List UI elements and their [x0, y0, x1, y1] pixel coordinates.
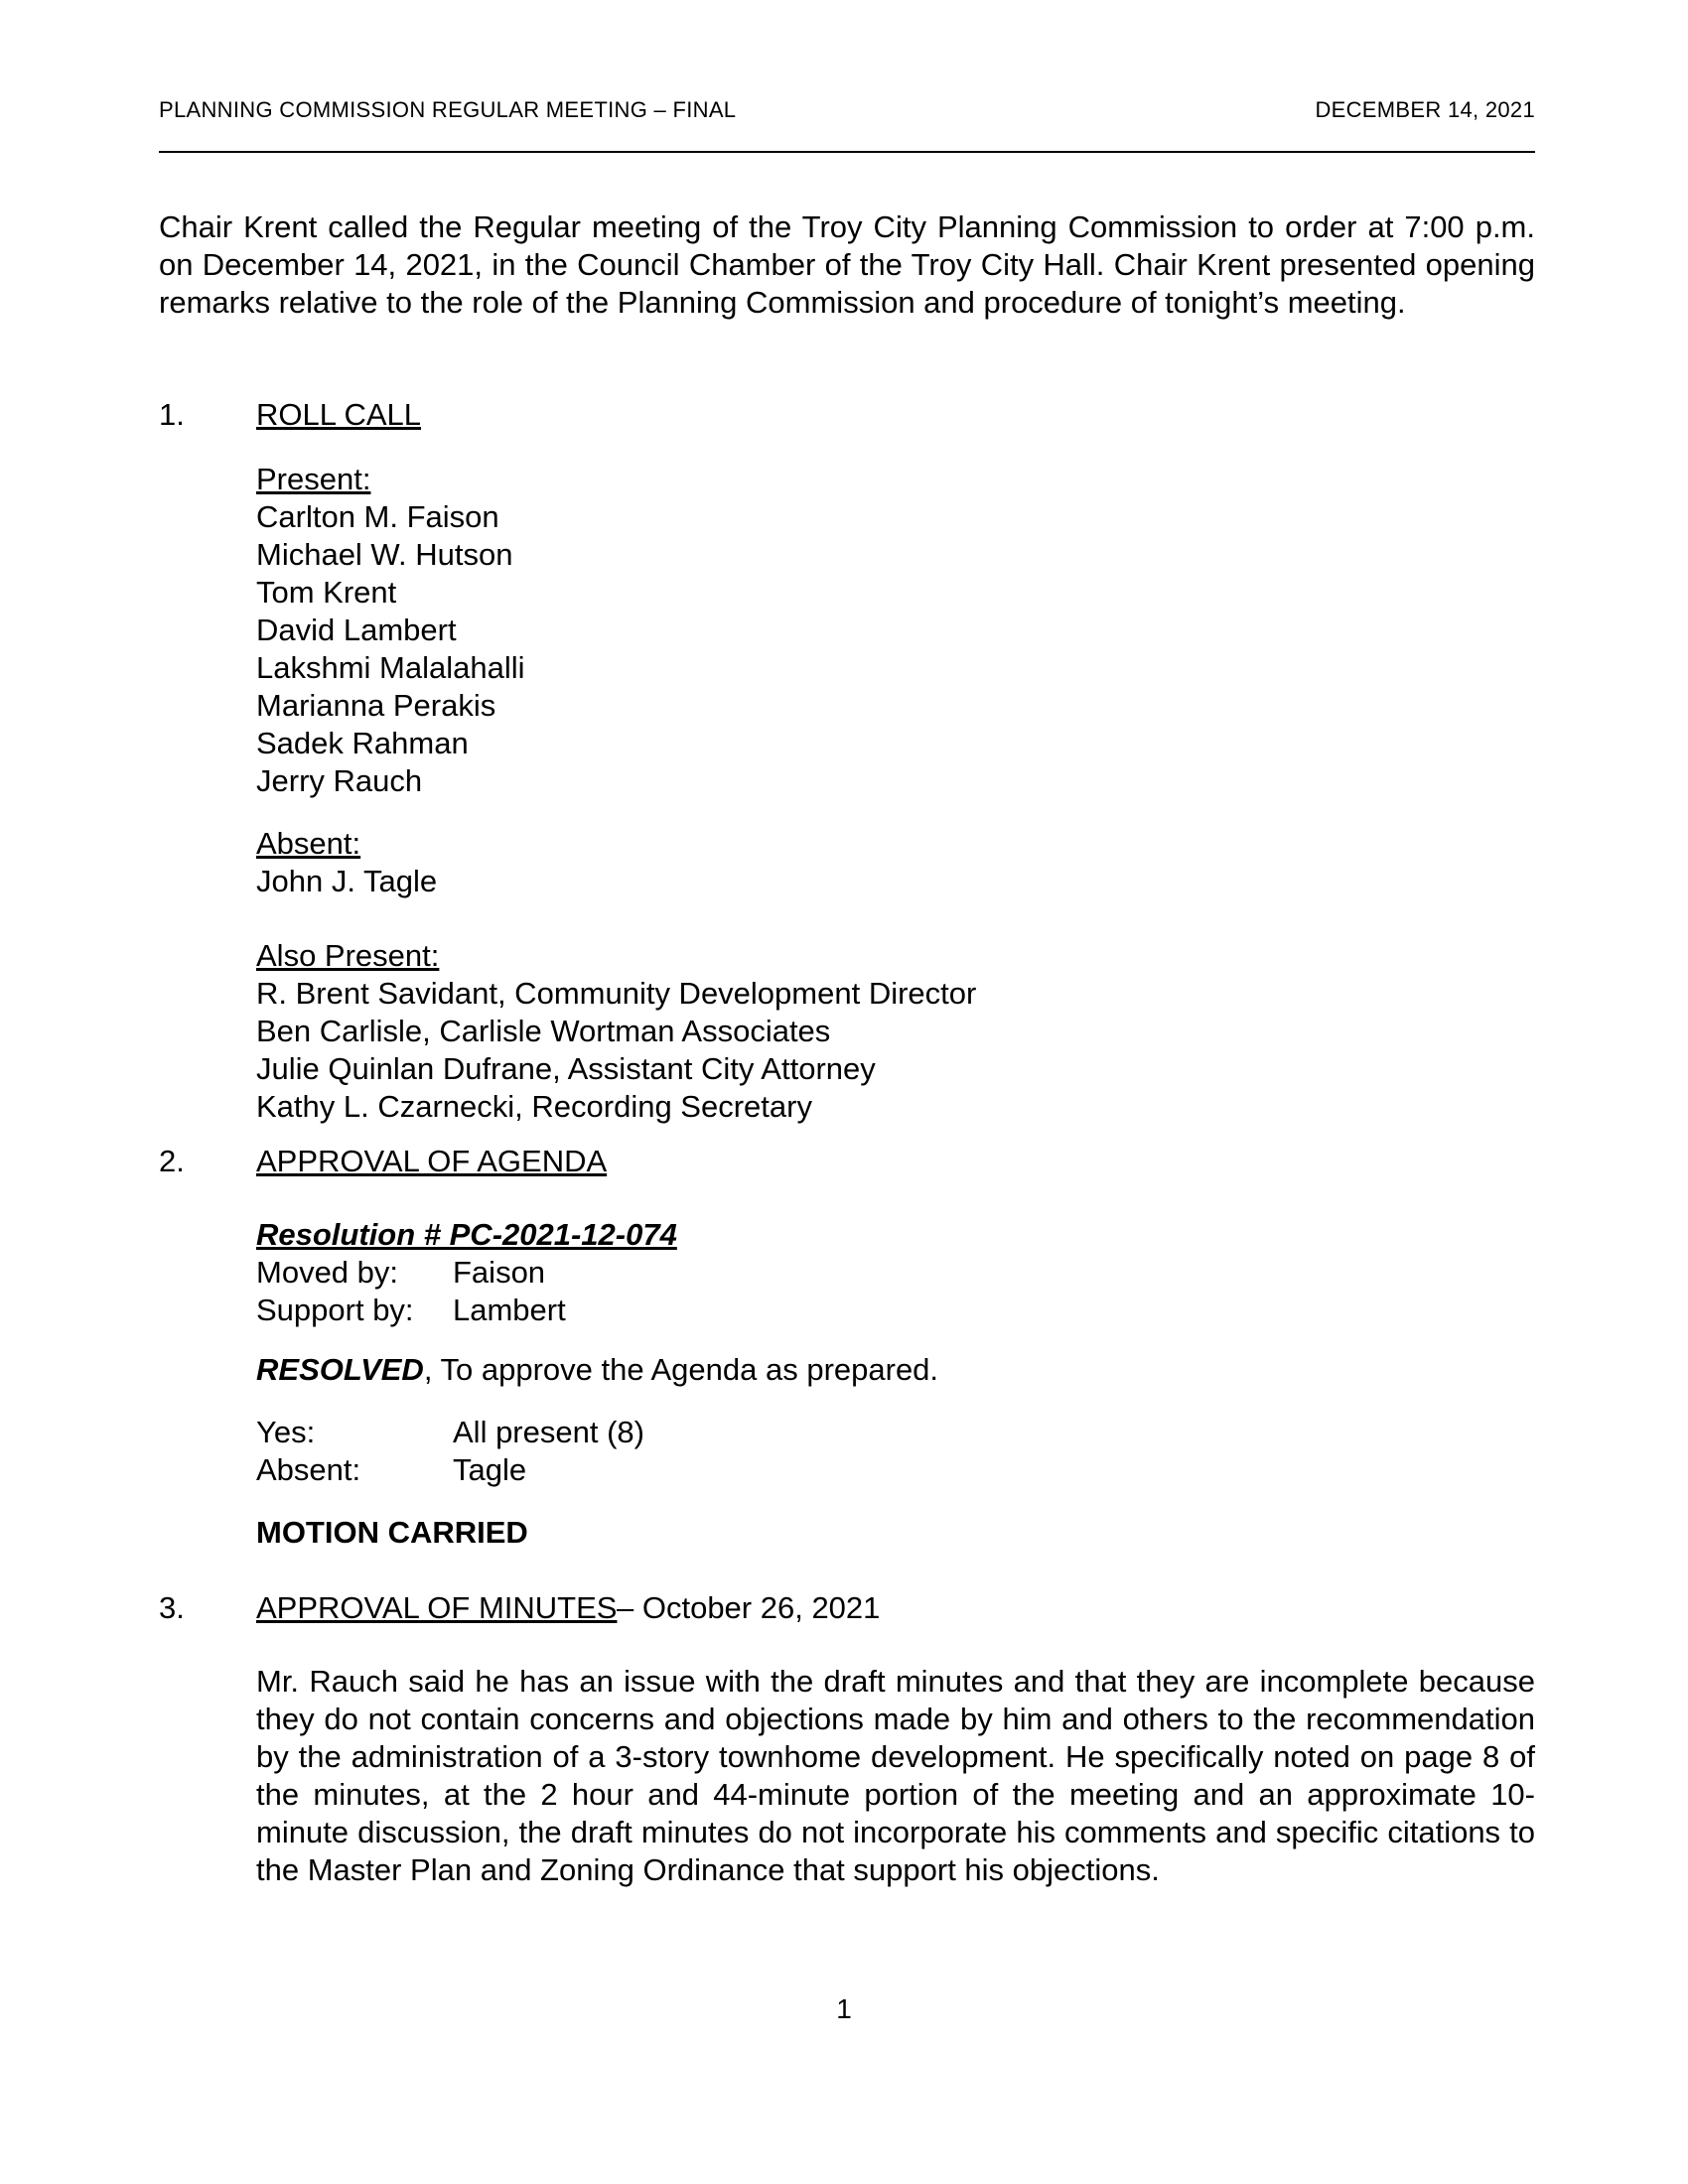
section-heading: ROLL CALL	[256, 397, 421, 432]
also-present-member: R. Brent Savidant, Community Development Director	[256, 976, 977, 1011]
section-number: 1.	[159, 397, 185, 432]
section-number: 2.	[159, 1144, 185, 1178]
vote-absent-label: Absent:	[256, 1452, 361, 1487]
minutes-paragraph: Mr. Rauch said he has an issue with the draft minutes and that they are incomplete because they do not contain concerns and objections made by him and others to the recommendation by the administration of a 3-story townhome development. He specifically noted on page 8 of the minutes, at the 2 hour and 44-minute portion of the meeting and an approximate 10-minute discussion, the draft minutes do not incorporate his comments and specific citations to the Master Plan and Zoning Ordinance that support his objections.	[256, 1664, 1535, 1887]
header-date: DECEMBER 14, 2021	[1315, 97, 1535, 122]
resolved-text: , To approve the Agenda as prepared.	[423, 1352, 939, 1387]
present-label: Present:	[256, 462, 371, 496]
also-present-member: Kathy L. Czarnecki, Recording Secretary	[256, 1089, 812, 1124]
section-heading-suffix: – October 26, 2021	[617, 1590, 881, 1625]
resolved-statement	[256, 1351, 1535, 1389]
resolved-word: RESOLVED	[256, 1352, 424, 1387]
intro-paragraph: Chair Krent called the Regular meeting of the Troy City Planning Commission to order at 7:00 p.m. on December 14, 2021, in the Council Chamber of the Troy City Hall. Chair Krent presented opening remarks relative to the role of the Planning Commission and procedure of tonight’s meeting.	[159, 209, 1535, 320]
present-member: Carlton M. Faison	[256, 499, 499, 534]
vote-block	[256, 1414, 1535, 1489]
present-member: Lakshmi Malalahalli	[256, 650, 525, 685]
page-header	[159, 97, 1535, 153]
support-by-label: Support by:	[256, 1293, 414, 1327]
also-present-list	[256, 937, 1535, 1126]
absent-member: John J. Tagle	[256, 864, 438, 898]
vote-absent-row	[256, 1451, 1535, 1489]
vote-yes-value: All present (8)	[453, 1415, 644, 1449]
section-heading-text: APPROVAL OF MINUTES	[256, 1590, 618, 1625]
section-heading	[256, 1590, 617, 1626]
vote-yes-label: Yes:	[256, 1415, 316, 1449]
present-list	[256, 461, 1535, 800]
also-present-member: Ben Carlisle, Carlisle Wortman Associates	[256, 1014, 831, 1048]
header-title: PLANNING COMMISSION REGULAR MEETING – FINAL	[159, 97, 737, 122]
resolution-block	[256, 1216, 1535, 1329]
also-present-member: Julie Quinlan Dufrane, Assistant City Attorney	[256, 1051, 876, 1086]
moved-by-row	[256, 1254, 1535, 1292]
motion-carried: MOTION CARRIED	[256, 1515, 528, 1550]
section-number: 3.	[159, 1590, 185, 1625]
present-member: Marianna Perakis	[256, 688, 496, 723]
also-present-label: Also Present:	[256, 938, 440, 973]
vote-yes-row	[256, 1414, 1535, 1451]
page-number: 1	[836, 1993, 852, 2024]
section-heading: APPROVAL OF AGENDA	[256, 1144, 608, 1178]
vote-absent-value: Tagle	[453, 1452, 527, 1487]
support-by-row	[256, 1292, 1535, 1329]
absent-label: Absent:	[256, 826, 361, 861]
moved-by-value: Faison	[453, 1255, 546, 1290]
resolution-title: Resolution # PC-2021-12-074	[256, 1217, 677, 1252]
present-member: Tom Krent	[256, 575, 397, 610]
present-member: Michael W. Hutson	[256, 537, 513, 572]
absent-list	[256, 825, 1535, 900]
support-by-value: Lambert	[453, 1293, 566, 1327]
present-member: Jerry Rauch	[256, 763, 423, 798]
moved-by-label: Moved by:	[256, 1255, 399, 1290]
present-member: David Lambert	[256, 613, 457, 647]
present-member: Sadek Rahman	[256, 726, 469, 760]
